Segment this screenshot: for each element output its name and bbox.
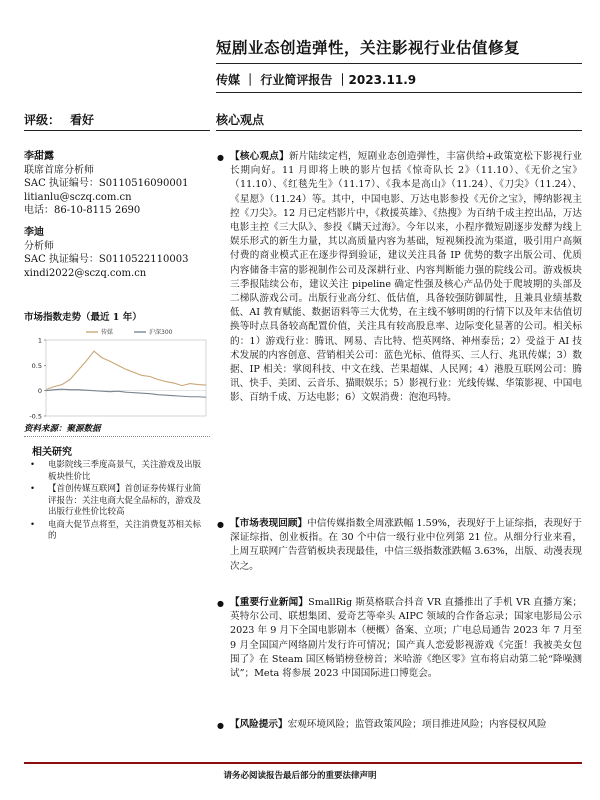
series-line-media [46, 351, 206, 390]
y-tick-label: 0.5 [31, 361, 42, 370]
section-risk-warning [217, 718, 582, 732]
core-views-heading: 核心观点 [216, 113, 265, 127]
legal-footer: 请务必阅读报告最后部分的重要法律声明 [223, 771, 377, 781]
section-tag: 【市场表现回顾】 [230, 518, 308, 529]
related-research-list [30, 460, 208, 544]
report-subtitle: 传媒 ｜ 行业简评报告 ｜2023.11.9 [216, 73, 417, 87]
analyst-title: 分析师 [24, 240, 54, 252]
rating [24, 111, 104, 128]
chart-divider [24, 436, 210, 437]
related-research-heading: 相关研究 [32, 447, 72, 458]
analyst-sac: SAC 执证编号：S0110516090001 [24, 178, 189, 189]
rating-label: 评级： [24, 113, 61, 127]
analyst-name: 李迪 [24, 227, 44, 238]
section-text: 中信传媒指数全周涨跌幅 1.59%，表现好于上证综指，表现好于深证综指、创业板指。在 30 个中信一级行业中位列第 21 位。从细分行业来看，上周互联网广告营销板块表现最佳，中信三级指数涨跌幅 3.63%，出版、动漫表现次之。 [230, 518, 583, 572]
plot-frame [46, 340, 206, 416]
section-tag: 【核心观点】 [230, 151, 289, 162]
analyst-email[interactable]: xindi2022@sczq.com.cn [24, 267, 147, 279]
left-divider [24, 130, 210, 131]
analyst-title: 联席首席分析师 [24, 164, 94, 176]
y-tick-label: -0.5 [29, 412, 42, 421]
analyst-1 [24, 150, 188, 218]
section-text: 宏观环境风险；监管政策风险；项目推进风险；内容侵权风险 [287, 719, 547, 730]
section-tag: 【重要行业新闻】 [230, 597, 309, 608]
bullet-icon: ● [217, 153, 224, 162]
section-text: 新片陆续定档，短剧业态创造弹性，丰富供给+政策宽松下影视行业长期向好。11 月即将上映的影片包括《惊奇队长 2》（11.10）、《无价之宝》（11.10）、《红毯先生》（11.17）、《我本是高山》（11.24）、《刀尖》（11.24）、《星愿》（11.24）等。其中，中国电影、万达电影参投《无价之宝》，博纳影视主控《刀尖》。12 月已定档影片中，《救援英雄》、《热搜》为百纳千成主控出品，万达电影主控《三大队》、参投《瞒天过海》。今年以来，小程序微短剧逐步发酵为线上娱乐形式的新生力量，其以高质量内容为基础，短视频投流为渠道，吸引用户高频付费的商业模式正在逐步得到验证，建议关注具备 IP 优势的数字出版公司、优质内容储备丰富的影视制作公司及深耕行业、内容判断能力强的院线公司。游戏板块三季报陆续公布，建议关注 pipeline 确定性强及核心产品仍处于爬坡期的头部及二梯队游戏公司。出版行业高分红、低估值，具备较强防御属性，且兼具业绩基数低、AI 教育赋能、数据语料等三大优势，在主线不够明朗的行情下以及年末估值切换等时点具备较高配置价值，关注具有较高股息率、边际变化显著的公司。相关标的：1）游戏行业：腾讯、网易、吉比特、恺英网络、神州泰岳；2）受益于 AI 技术发展的内容创意、营销相关公司：蓝色光标、值得买、三人行、兆讯传媒；3）数据、IP 相关：掌阅科技、中文在线、芒果超媒、人民网；4）港股互联网公司：腾讯、快手、美团、云音乐、猫眼娱乐；5）影视行业：光线传媒、华策影视、中国电影、百纳千成、万达电影；6）文娱消费：泡泡玛特。 [230, 151, 582, 404]
legend-label: 传媒 [101, 329, 114, 336]
section-industry-news [217, 596, 583, 681]
section-market-review [217, 517, 583, 574]
right-divider [216, 130, 582, 131]
related-item[interactable]: • 电影院线三季度高景气，关注游戏及出版板块性价比 [30, 460, 208, 483]
analyst-phone: 电话：86-10-8115 2690 [24, 205, 141, 216]
bullet-icon: ● [217, 520, 224, 529]
bullet-icon: ● [217, 721, 224, 730]
related-item[interactable]: • 电商大促节点将至，关注消费复苏相关标的 [30, 520, 208, 543]
report-title: 短剧业态创造弹性，关注影视行业估值修复 [216, 38, 521, 57]
analyst-name: 李甜露 [24, 151, 54, 162]
chart-source: 资料来源：聚源数据 [24, 424, 101, 434]
market-index-chart [24, 324, 210, 422]
y-tick-label: 0 [37, 387, 42, 396]
chart-title: 市场指数走势（最近 1 年） [24, 312, 142, 323]
series-line-csi300 [46, 389, 206, 397]
section-tag: 【风险提示】 [230, 719, 288, 730]
related-item[interactable]: • 【首创传媒互联网】首创证券传媒行业简评报告：关注电商大促全品标的，游戏及出版行业性价比较高 [30, 484, 208, 519]
analyst-sac: SAC 执证编号：S0110522110003 [24, 254, 189, 265]
subtitle-divider [216, 92, 582, 93]
legend-label: 沪深300 [149, 329, 173, 336]
analyst-email[interactable]: litianlu@sczq.com.cn [24, 191, 132, 203]
section-text: SmallRig 斯莫格联合抖音 VR 直播推出了手机 VR 直播方案；英特尔公司、联想集团、爱奇艺等牵头 AIPC 领域的合作备忘录；国家电影局公示 2023 年 9 月下全国电影剧本（梗概）备案、立项；广电总局通告 2023 年 7 月至 9 月全国国产网络剧片发行许可情况；国产真人恋爱影视游戏《完蛋！我被美女包围了》在 Steam 国区畅销榜登榜首；米哈游《绝区零》宣布将启动第二轮“降噪测试”；Meta 将参展 2023 中国国际进口博览会。 [230, 597, 583, 680]
section-core-views [217, 150, 582, 406]
footer-divider [24, 762, 582, 764]
analyst-2 [24, 226, 188, 280]
bullet-icon: ● [217, 599, 224, 608]
header-divider [216, 63, 582, 64]
y-tick-label: 1 [37, 336, 42, 345]
rating-value: 看好 [70, 113, 95, 127]
